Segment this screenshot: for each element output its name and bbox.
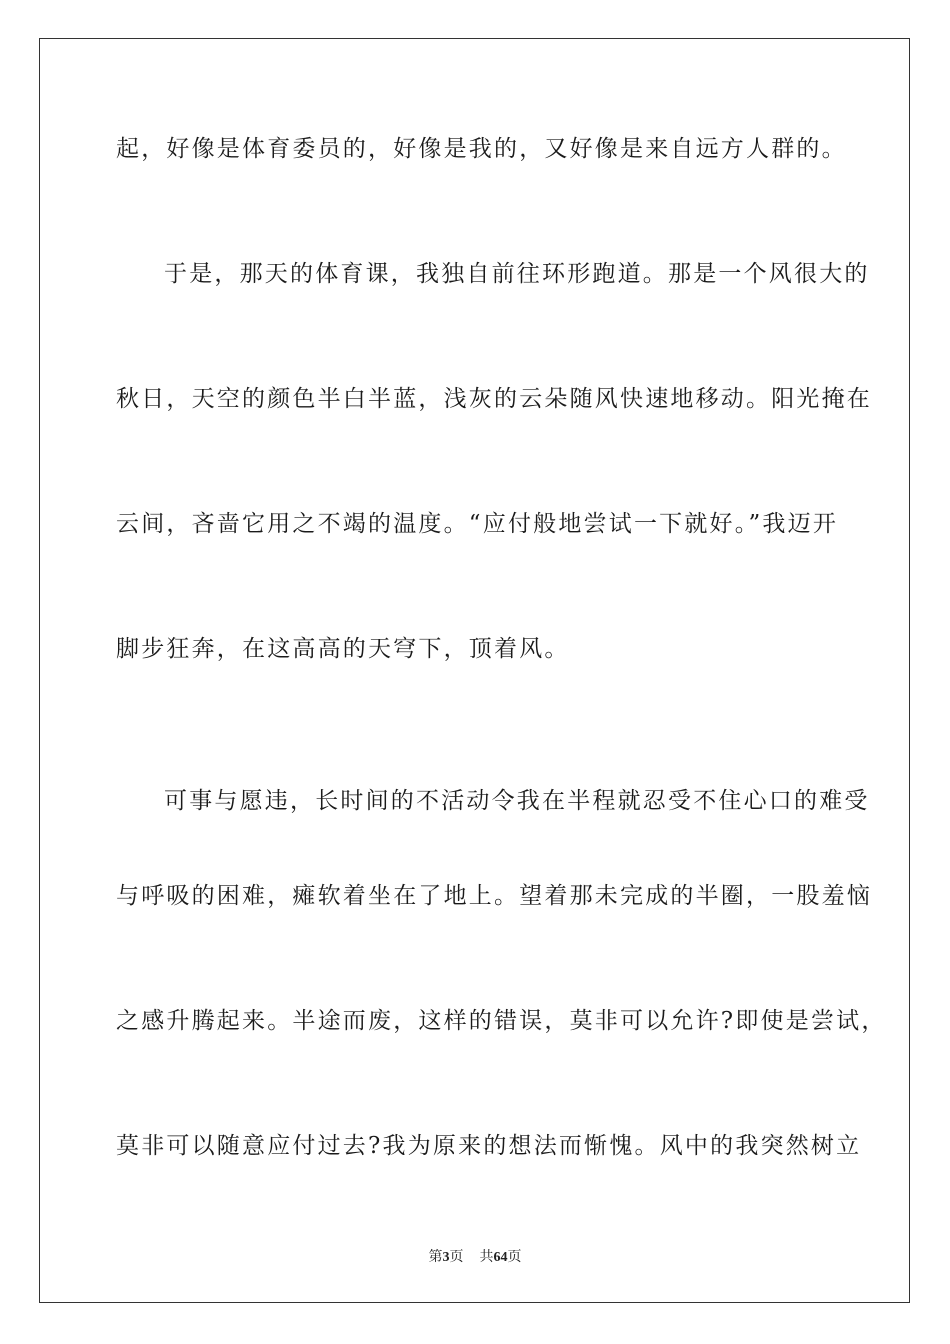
text-line: 脚步狂奔，在这高高的天穹下，顶着风。 <box>116 636 570 662</box>
total-prefix: 共 <box>479 1250 494 1265</box>
page-prefix: 第 <box>428 1250 443 1265</box>
text-line: 秋日，天空的颜色半白半蓝，浅灰的云朵随风快速地移动。阳光掩在 <box>116 386 872 412</box>
total-suffix: 页 <box>507 1250 522 1265</box>
page-border <box>39 38 910 1303</box>
text-line: 起，好像是体育委员的，好像是我的，又好像是来自远方人群的。 <box>116 136 847 162</box>
text-line: 云间，吝啬它用之不竭的温度。“应付般地尝试一下就好。”我迈开 <box>116 511 839 537</box>
page-number: 3 <box>442 1250 450 1265</box>
text-line: 之感升腾起来。半途而废，这样的错误，莫非可以允许?即使是尝试， <box>116 1008 887 1034</box>
text-line: 与呼吸的困难，瘫软着坐在了地上。望着那未完成的半圈，一股羞恼 <box>116 883 872 909</box>
total-pages: 64 <box>493 1250 508 1265</box>
text-line: 莫非可以随意应付过去?我为原来的想法而惭愧。风中的我突然树立 <box>116 1133 862 1159</box>
paragraph-start-line: 于是，那天的体育课，我独自前往环形跑道。那是一个风很大的 <box>164 261 870 287</box>
paragraph-start-line: 可事与愿违，长时间的不活动令我在半程就忍受不住心口的难受 <box>164 788 870 814</box>
page-footer <box>0 1246 950 1266</box>
page-suffix: 页 <box>449 1250 464 1265</box>
